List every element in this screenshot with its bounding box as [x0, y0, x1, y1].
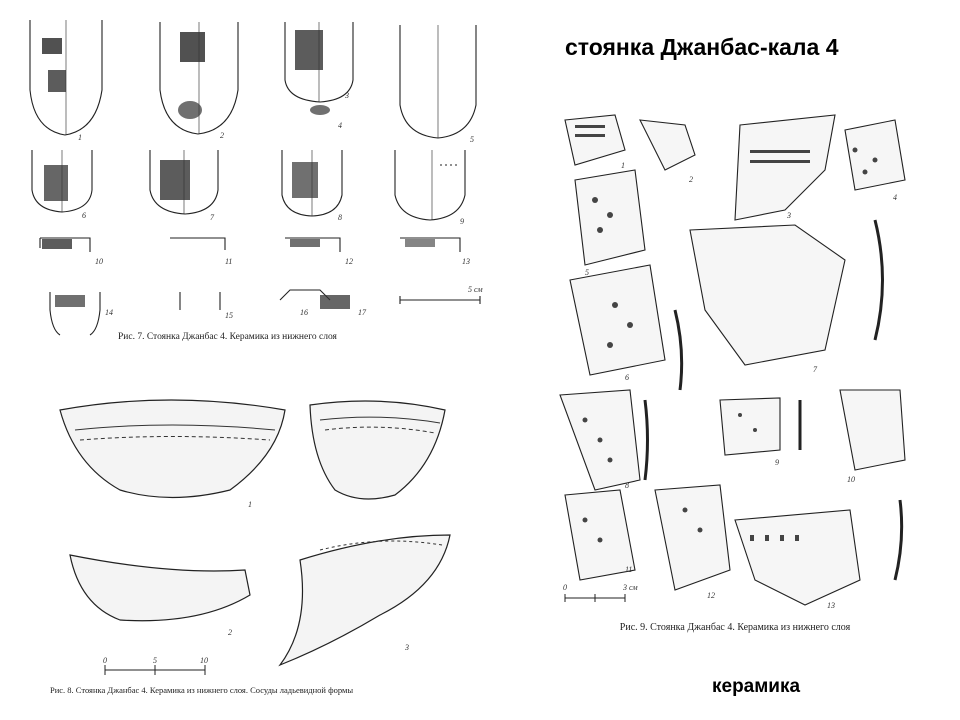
- fig9-scale-zero: 0: [563, 583, 567, 592]
- fig7-number: 13: [462, 257, 470, 266]
- figure-7-vessels: [20, 10, 495, 355]
- fig7-number: 12: [345, 257, 353, 266]
- fig9-number: 7: [813, 365, 817, 374]
- fig9-number: 11: [625, 565, 633, 574]
- fig8-scale-tick: 0: [103, 656, 107, 665]
- fig7-number: 8: [338, 213, 342, 222]
- fig9-number: 8: [625, 481, 629, 490]
- fig8-scale-tick: 10: [200, 656, 208, 665]
- fig8-scale-tick: 5: [153, 656, 157, 665]
- figure-9-sherds: [555, 110, 920, 655]
- fig8-number: 1: [248, 500, 252, 509]
- fig9-number: 1: [621, 161, 625, 170]
- fig9-number: 12: [707, 591, 715, 600]
- fig7-number: 17: [358, 308, 366, 317]
- fig7-scale-label: 5 см: [468, 285, 483, 294]
- fig8-number: 2: [228, 628, 232, 637]
- fig9-number: 5: [585, 268, 589, 277]
- fig9-number: 3: [787, 211, 791, 220]
- fig9-number: 2: [689, 175, 693, 184]
- fig7-number: 4: [338, 121, 342, 130]
- fig7-number: 11: [225, 257, 233, 266]
- figure-9-drawing: [555, 110, 920, 655]
- figure-8-drawing: [50, 395, 460, 705]
- fig7-number: 1: [78, 133, 82, 142]
- figure-8-caption: Рис. 8. Стоянка Джанбас 4. Керамика из нижнего слоя. Сосуды ладьевидной формы: [50, 685, 354, 695]
- fig7-number: 9: [460, 217, 464, 226]
- fig8-number: 3: [405, 643, 409, 652]
- fig9-number: 6: [625, 373, 629, 382]
- fig7-number: 15: [225, 311, 233, 320]
- figure-7-drawing: [20, 10, 495, 355]
- fig9-number: 10: [847, 475, 855, 484]
- figure-8-vessels: [50, 395, 460, 705]
- fig9-number: 4: [893, 193, 897, 202]
- fig9-scale-label: 3 см: [623, 583, 638, 592]
- page-subtitle: керамика: [712, 676, 801, 697]
- fig7-number: 7: [210, 213, 214, 222]
- fig7-number: 6: [82, 211, 86, 220]
- fig7-number: 10: [95, 257, 103, 266]
- fig9-number: 9: [775, 458, 779, 467]
- fig9-number: 13: [827, 601, 835, 610]
- fig7-number: 3: [345, 91, 349, 100]
- page-title: стоянка Джанбас-кала 4: [565, 34, 839, 60]
- fig7-number: 16: [300, 308, 308, 317]
- figure-7-caption: Рис. 7. Стоянка Джанбас 4. Керамика из нижнего слоя: [118, 332, 337, 342]
- fig7-number: 14: [105, 308, 113, 317]
- figure-9-caption: Рис. 9. Стоянка Джанбас 4. Керамика из нижнего слоя: [619, 622, 851, 633]
- fig7-number: 5: [470, 135, 474, 144]
- fig7-number: 2: [220, 131, 224, 140]
